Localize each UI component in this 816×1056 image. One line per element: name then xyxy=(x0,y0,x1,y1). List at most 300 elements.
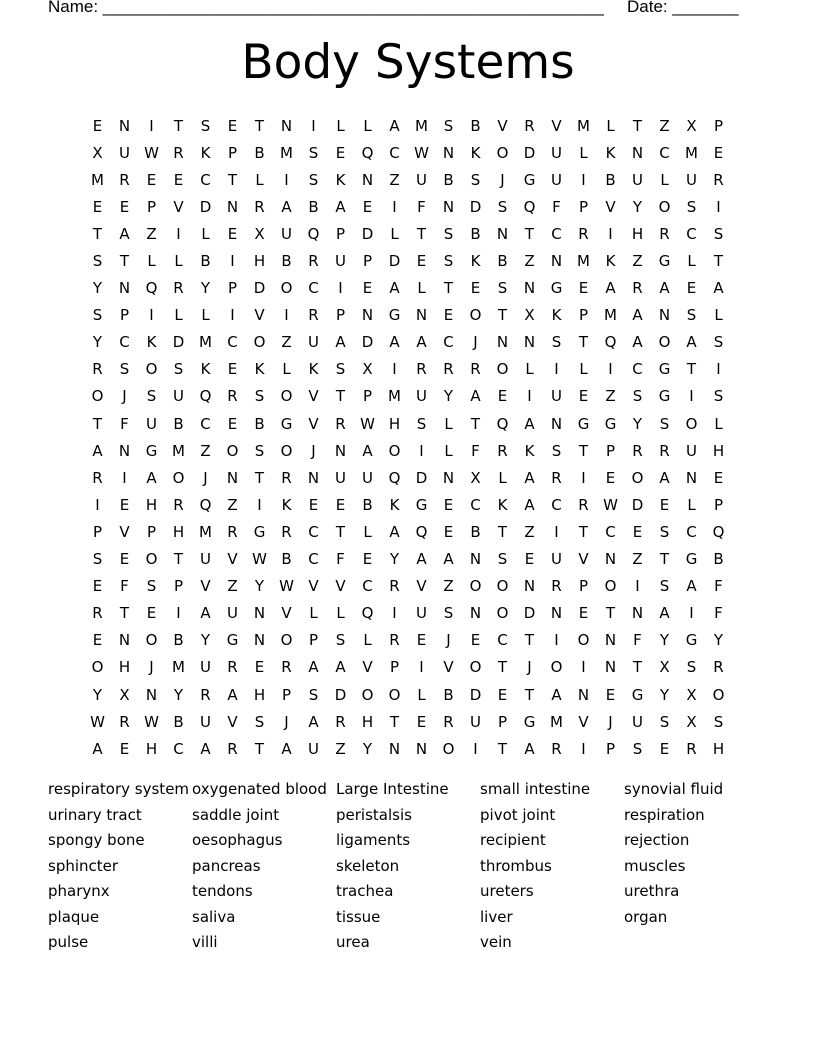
grid-letter: E xyxy=(308,495,319,514)
grid-letter: C xyxy=(686,224,697,243)
grid-letter: I xyxy=(419,658,424,677)
grid-letter: B xyxy=(605,170,616,189)
grid-letter: U xyxy=(551,387,562,406)
grid-letter: R xyxy=(173,279,184,298)
grid-letter: R xyxy=(92,604,103,623)
grid-letter: S xyxy=(443,604,454,623)
grid-letter: R xyxy=(659,441,670,460)
grid-letter: U xyxy=(335,468,346,487)
grid-letter: V xyxy=(578,550,589,569)
grid-letter: R xyxy=(281,522,292,541)
grid-letter: S xyxy=(632,739,643,758)
word-list-item: tissue xyxy=(336,907,381,926)
grid-letter: P xyxy=(578,306,589,325)
grid-letter: O xyxy=(496,143,509,162)
grid-letter: U xyxy=(416,170,427,189)
grid-letter: P xyxy=(92,522,103,541)
grid-letter: V xyxy=(308,414,319,433)
grid-letter: K xyxy=(470,252,481,271)
grid-letter: O xyxy=(577,631,590,650)
grid-letter: R xyxy=(173,143,184,162)
grid-letter: W xyxy=(252,550,267,569)
grid-letter: W xyxy=(144,712,159,731)
grid-letter: F xyxy=(120,577,129,596)
grid-letter: R xyxy=(578,224,589,243)
word-list-item: ligaments xyxy=(336,831,411,849)
word-list-item: trachea xyxy=(336,882,394,900)
grid-letter: N xyxy=(388,739,401,758)
word-list-item: organ xyxy=(624,907,668,926)
grid-letter: R xyxy=(308,306,319,325)
grid-letter: I xyxy=(689,604,694,623)
word-list-item: rejection xyxy=(624,831,690,849)
grid-letter: W xyxy=(279,577,294,596)
grid-letter: P xyxy=(335,306,346,325)
grid-letter: A xyxy=(335,197,346,216)
grid-letter: N xyxy=(118,631,131,650)
grid-letter: I xyxy=(716,197,721,216)
grid-letter: H xyxy=(145,495,158,514)
grid-letter: C xyxy=(605,522,616,541)
grid-letter: E xyxy=(443,495,454,514)
grid-letter: A xyxy=(335,333,346,352)
grid-letter: T xyxy=(578,522,589,541)
grid-letter: L xyxy=(660,170,669,189)
grid-letter: P xyxy=(578,577,589,596)
word-list-item: pivot joint xyxy=(480,805,556,824)
grid-letter: I xyxy=(581,658,586,677)
grid-letter: N xyxy=(550,252,563,271)
grid-letter: T xyxy=(119,252,130,271)
grid-letter: U xyxy=(632,712,643,731)
grid-letter: E xyxy=(416,712,427,731)
grid-letter: I xyxy=(635,577,640,596)
grid-letter: A xyxy=(659,279,670,298)
grid-letter: A xyxy=(146,468,157,487)
grid-letter: S xyxy=(335,360,346,379)
grid-letter: R xyxy=(281,658,292,677)
grid-letter: C xyxy=(497,631,508,650)
grid-letter: P xyxy=(308,631,319,650)
grid-letter: C xyxy=(308,279,319,298)
grid-letter: A xyxy=(335,658,346,677)
grid-letter: R xyxy=(119,712,130,731)
grid-letter: A xyxy=(92,441,103,460)
grid-letter: L xyxy=(444,414,453,433)
grid-letter: T xyxy=(416,224,427,243)
grid-letter: G xyxy=(226,631,239,650)
grid-letter: P xyxy=(362,387,373,406)
grid-letter: X xyxy=(686,116,697,135)
grid-letter: Y xyxy=(200,631,211,650)
grid-letter: R xyxy=(227,387,238,406)
grid-letter: B xyxy=(713,550,724,569)
grid-letter: N xyxy=(334,441,347,460)
grid-letter: S xyxy=(416,414,427,433)
grid-letter: K xyxy=(470,143,481,162)
grid-letter: U xyxy=(335,252,346,271)
grid-letter: P xyxy=(578,197,589,216)
grid-letter: E xyxy=(119,550,130,569)
grid-letter: R xyxy=(227,522,238,541)
grid-letter: N xyxy=(415,739,428,758)
grid-letter: E xyxy=(632,522,643,541)
grid-letter: H xyxy=(361,712,374,731)
grid-letter: E xyxy=(146,170,157,189)
grid-letter: U xyxy=(551,143,562,162)
grid-letter: U xyxy=(173,387,184,406)
grid-letter: S xyxy=(686,658,697,677)
grid-letter: K xyxy=(254,360,265,379)
grid-letter: I xyxy=(554,360,559,379)
grid-letter: H xyxy=(388,414,401,433)
grid-letter: E xyxy=(416,631,427,650)
grid-letter: R xyxy=(470,360,481,379)
grid-letter: R xyxy=(119,170,130,189)
grid-letter: N xyxy=(550,414,563,433)
word-list-item: muscles xyxy=(624,856,686,875)
grid-letter: P xyxy=(227,279,238,298)
grid-letter: Q xyxy=(307,224,320,243)
grid-letter: N xyxy=(118,279,131,298)
grid-letter: E xyxy=(713,468,724,487)
grid-letter: R xyxy=(686,739,697,758)
grid-letter: C xyxy=(470,495,481,514)
grid-letter: I xyxy=(689,387,694,406)
grid-letter: O xyxy=(658,197,671,216)
grid-letter: D xyxy=(469,197,482,216)
grid-letter: U xyxy=(119,143,130,162)
word-list-item: pharynx xyxy=(48,882,110,900)
grid-letter: M xyxy=(199,333,212,352)
word-list-item: plaque xyxy=(48,907,100,926)
grid-letter: G xyxy=(253,522,266,541)
grid-letter: L xyxy=(174,252,183,271)
grid-letter: L xyxy=(579,143,588,162)
grid-letter: Q xyxy=(496,414,509,433)
grid-letter: V xyxy=(281,604,292,623)
grid-letter: R xyxy=(92,360,103,379)
grid-letter: O xyxy=(658,333,671,352)
grid-letter: R xyxy=(524,116,535,135)
grid-letter: G xyxy=(523,170,536,189)
grid-letter: C xyxy=(119,333,130,352)
grid-letter: O xyxy=(253,333,266,352)
grid-letter: C xyxy=(200,170,211,189)
grid-letter: H xyxy=(712,441,725,460)
grid-letter: B xyxy=(470,522,481,541)
page-title: Body Systems xyxy=(241,35,575,90)
grid-letter: H xyxy=(172,522,185,541)
grid-letter: N xyxy=(523,333,536,352)
grid-letter: F xyxy=(336,550,345,569)
grid-letter: N xyxy=(226,468,239,487)
grid-letter: I xyxy=(338,279,343,298)
word-list-item: villi xyxy=(192,933,218,951)
grid-letter: O xyxy=(280,279,293,298)
grid-letter: T xyxy=(254,468,265,487)
grid-letter: P xyxy=(713,116,724,135)
grid-letter: Z xyxy=(335,739,346,758)
word-list-item: oesophagus xyxy=(192,831,283,849)
grid-letter: G xyxy=(577,414,590,433)
grid-letter: D xyxy=(361,333,374,352)
grid-letter: L xyxy=(579,360,588,379)
grid-letter: L xyxy=(606,116,615,135)
grid-letter: A xyxy=(389,522,400,541)
grid-letter: N xyxy=(145,685,158,704)
grid-letter: L xyxy=(525,360,534,379)
grid-letter: P xyxy=(227,143,238,162)
grid-letter: R xyxy=(632,441,643,460)
grid-letter: D xyxy=(361,224,374,243)
grid-letter: A xyxy=(686,333,697,352)
grid-letter: T xyxy=(389,712,400,731)
grid-letter: Z xyxy=(524,522,535,541)
grid-letter: A xyxy=(632,306,643,325)
word-list-item: urethra xyxy=(624,882,680,900)
grid-letter: Z xyxy=(632,550,643,569)
grid-letter: A xyxy=(92,739,103,758)
grid-letter: C xyxy=(200,414,211,433)
grid-letter: T xyxy=(497,306,508,325)
grid-letter: L xyxy=(336,116,345,135)
grid-letter: U xyxy=(308,333,319,352)
grid-letter: M xyxy=(577,116,590,135)
grid-letter: L xyxy=(417,685,426,704)
grid-letter: S xyxy=(443,116,454,135)
grid-letter: Y xyxy=(92,685,103,704)
word-list-item: small intestine xyxy=(480,780,591,798)
grid-letter: E xyxy=(92,197,103,216)
word-list-item: liver xyxy=(480,907,513,926)
grid-letter: P xyxy=(605,739,616,758)
word-list-item: skeleton xyxy=(336,856,400,875)
grid-letter: P xyxy=(389,658,400,677)
grid-letter: E xyxy=(443,306,454,325)
grid-letter: M xyxy=(577,252,590,271)
grid-letter: Z xyxy=(227,495,238,514)
grid-letter: U xyxy=(416,387,427,406)
grid-letter: S xyxy=(308,685,319,704)
grid-letter: V xyxy=(362,658,373,677)
grid-letter: T xyxy=(443,279,454,298)
grid-letter: E xyxy=(470,279,481,298)
grid-letter: P xyxy=(362,252,373,271)
grid-letter: B xyxy=(173,414,184,433)
grid-letter: O xyxy=(442,739,455,758)
grid-letter: M xyxy=(280,143,293,162)
grid-letter: U xyxy=(632,170,643,189)
grid-letter: T xyxy=(632,116,643,135)
grid-letter: E xyxy=(524,550,535,569)
grid-letter: K xyxy=(281,495,292,514)
grid-letter: X xyxy=(470,468,481,487)
grid-letter: G xyxy=(550,279,563,298)
grid-letter: B xyxy=(308,197,319,216)
grid-letter: X xyxy=(659,658,670,677)
grid-letter: L xyxy=(390,224,399,243)
word-list-item: thrombus xyxy=(480,856,552,875)
grid-letter: F xyxy=(714,604,723,623)
grid-letter: I xyxy=(284,170,289,189)
grid-letter: J xyxy=(608,712,613,731)
grid-letter: R xyxy=(443,712,454,731)
grid-letter: J xyxy=(122,387,127,406)
grid-letter: I xyxy=(230,306,235,325)
grid-letter: V xyxy=(227,550,238,569)
grid-letter: T xyxy=(524,685,535,704)
grid-letter: Z xyxy=(443,577,454,596)
grid-letter: T xyxy=(254,116,265,135)
grid-letter: Y xyxy=(632,197,643,216)
grid-letter: F xyxy=(417,197,426,216)
grid-letter: M xyxy=(172,441,185,460)
grid-letter: C xyxy=(308,522,319,541)
grid-letter: M xyxy=(172,658,185,677)
grid-letter: J xyxy=(311,441,316,460)
grid-letter: L xyxy=(687,495,696,514)
grid-letter: C xyxy=(632,360,643,379)
grid-letter: R xyxy=(443,360,454,379)
grid-letter: X xyxy=(524,306,535,325)
grid-letter: O xyxy=(91,387,104,406)
word-list-item: respiratory system xyxy=(48,780,190,798)
grid-letter: N xyxy=(361,170,374,189)
grid-letter: O xyxy=(496,604,509,623)
grid-letter: J xyxy=(473,333,478,352)
grid-letter: O xyxy=(145,550,158,569)
grid-letter: S xyxy=(713,224,724,243)
grid-letter: S xyxy=(308,170,319,189)
grid-letter: S xyxy=(713,333,724,352)
letter-grid xyxy=(84,112,732,762)
grid-letter: K xyxy=(497,495,508,514)
grid-letter: R xyxy=(497,441,508,460)
grid-letter: A xyxy=(659,604,670,623)
grid-letter: A xyxy=(524,739,535,758)
grid-letter: B xyxy=(443,685,454,704)
grid-letter: P xyxy=(335,224,346,243)
grid-letter: X xyxy=(686,712,697,731)
grid-letter: E xyxy=(443,522,454,541)
grid-letter: L xyxy=(444,441,453,460)
grid-letter: Z xyxy=(227,577,238,596)
grid-letter: C xyxy=(551,224,562,243)
grid-letter: N xyxy=(658,306,671,325)
grid-letter: Q xyxy=(145,279,158,298)
grid-letter: O xyxy=(469,658,482,677)
grid-letter: I xyxy=(473,739,478,758)
grid-letter: E xyxy=(497,685,508,704)
grid-letter: H xyxy=(145,739,158,758)
grid-letter: U xyxy=(200,712,211,731)
grid-letter: R xyxy=(200,685,211,704)
grid-letter: E xyxy=(92,577,103,596)
grid-letter: E xyxy=(686,279,697,298)
grid-letter: E xyxy=(119,197,130,216)
grid-letter: R xyxy=(281,468,292,487)
grid-letter: I xyxy=(95,495,100,514)
grid-letter: E xyxy=(92,116,103,135)
grid-letter: E xyxy=(659,739,670,758)
grid-letter: A xyxy=(308,712,319,731)
grid-letter: W xyxy=(360,414,375,433)
grid-letter: E xyxy=(227,414,238,433)
grid-letter: U xyxy=(281,224,292,243)
grid-letter: O xyxy=(280,631,293,650)
grid-letter: B xyxy=(443,170,454,189)
grid-letter: N xyxy=(118,441,131,460)
grid-letter: S xyxy=(92,306,103,325)
grid-letter: E xyxy=(362,279,373,298)
grid-letter: A xyxy=(416,550,427,569)
grid-letter: N xyxy=(496,333,509,352)
grid-letter: M xyxy=(388,387,401,406)
word-list-item: oxygenated blood xyxy=(192,780,327,798)
grid-letter: T xyxy=(335,387,346,406)
grid-letter: R xyxy=(308,252,319,271)
grid-letter: B xyxy=(254,143,265,162)
grid-letter: S xyxy=(713,712,724,731)
grid-letter: I xyxy=(554,631,559,650)
grid-letter: Y xyxy=(362,739,373,758)
grid-letter: D xyxy=(334,685,347,704)
grid-letter: E xyxy=(227,224,238,243)
grid-letter: L xyxy=(687,252,696,271)
grid-letter: C xyxy=(362,577,373,596)
grid-letter: I xyxy=(608,224,613,243)
grid-letter: X xyxy=(686,685,697,704)
grid-letter: E xyxy=(254,658,265,677)
grid-letter: U xyxy=(551,170,562,189)
grid-letter: N xyxy=(226,197,239,216)
grid-letter: D xyxy=(253,279,266,298)
grid-letter: S xyxy=(713,387,724,406)
grid-letter: B xyxy=(281,252,292,271)
grid-letter: K xyxy=(146,333,157,352)
grid-letter: D xyxy=(388,252,401,271)
grid-letter: S xyxy=(173,360,184,379)
grid-letter: E xyxy=(578,387,589,406)
grid-letter: U xyxy=(308,739,319,758)
word-list-item: urinary tract xyxy=(48,805,142,824)
grid-letter: K xyxy=(605,143,616,162)
grid-letter: R xyxy=(713,170,724,189)
grid-letter: R xyxy=(632,279,643,298)
grid-letter: N xyxy=(685,468,698,487)
word-list-item: synovial fluid xyxy=(624,780,724,798)
grid-letter: N xyxy=(604,631,617,650)
grid-letter: V xyxy=(254,306,265,325)
grid-letter: S xyxy=(659,712,670,731)
grid-letter: T xyxy=(659,550,670,569)
grid-letter: M xyxy=(550,712,563,731)
grid-letter: N xyxy=(604,658,617,677)
grid-letter: O xyxy=(145,360,158,379)
grid-letter: A xyxy=(200,739,211,758)
grid-letter: B xyxy=(254,414,265,433)
grid-letter: P xyxy=(605,441,616,460)
grid-letter: G xyxy=(280,414,293,433)
grid-letter: L xyxy=(147,252,156,271)
grid-letter: V xyxy=(308,387,319,406)
grid-letter: C xyxy=(227,333,238,352)
grid-letter: S xyxy=(443,224,454,243)
grid-letter: U xyxy=(146,414,157,433)
grid-letter: E xyxy=(578,279,589,298)
grid-letter: Q xyxy=(361,143,374,162)
